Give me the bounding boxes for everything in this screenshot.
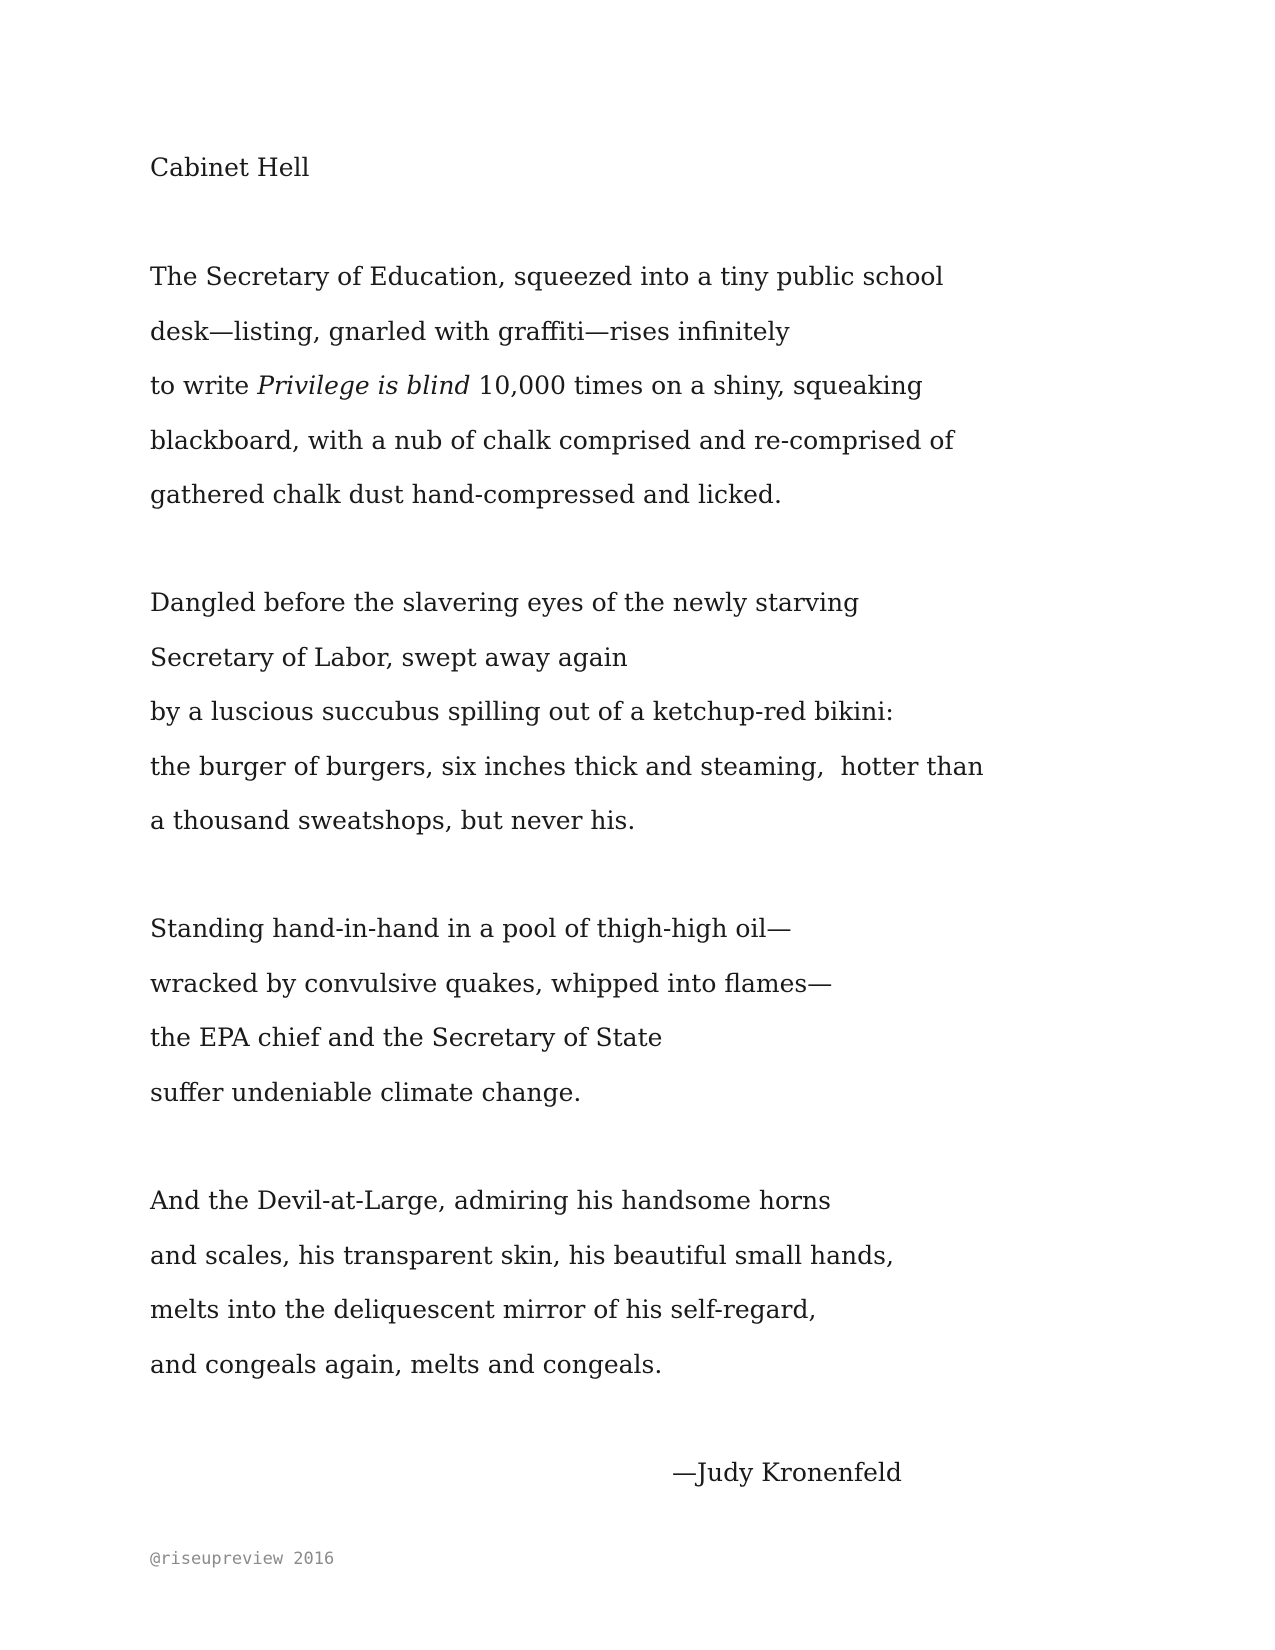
- poem-line-segment: to write: [150, 371, 258, 400]
- poem-author: —Judy Kronenfeld: [672, 1458, 902, 1487]
- poem-line: and scales, his transparent skin, his beautiful small hands,: [150, 1240, 894, 1270]
- poem-line-segment: 10,000 times on a shiny, squeaking: [470, 371, 923, 400]
- poem-line: The Secretary of Education, squeezed into a tiny public school: [150, 262, 944, 291]
- italic-phrase: Privilege is blind: [257, 371, 471, 400]
- poem-line: Dangled before the slavering eyes of the newly starving: [150, 588, 860, 617]
- poem-title: Cabinet Hell: [150, 153, 310, 182]
- poem-line: by a luscious succubus spilling out of a ketchup-red bikini:: [150, 697, 894, 726]
- poem-line: Standing hand-in-hand in a pool of thigh-high oil—: [150, 914, 792, 943]
- stanza-2: [150, 585, 984, 858]
- poem-line: melts into the deliquescent mirror of his self-regard,: [150, 1295, 817, 1324]
- poem-line: [150, 368, 954, 423]
- poem-line: Secretary of Labor, swept away again: [150, 642, 628, 672]
- poem-line: the EPA chief and the Secretary of State: [150, 1023, 663, 1052]
- stanza-4: [150, 1183, 894, 1401]
- poem-line: gathered chalk dust hand-compressed and licked.: [150, 480, 782, 509]
- copyright-footer: @riseupreview 2016: [150, 1549, 335, 1569]
- poem-line: blackboard, with a nub of chalk comprised and re-comprised of: [150, 425, 954, 455]
- poem-line: wracked by convulsive quakes, whipped into flames—: [150, 968, 833, 998]
- poem-line: a thousand sweatshops, but never his.: [150, 806, 636, 835]
- poem-line: desk—listing, gnarled with graffiti—rises infinitely: [150, 316, 790, 346]
- stanza-3: [150, 911, 832, 1129]
- poem-line: And the Devil-at-Large, admiring his handsome horns: [150, 1186, 831, 1215]
- stanza-1: [150, 259, 954, 532]
- poem-line: suffer undeniable climate change.: [150, 1077, 582, 1107]
- poem-line: the burger of burgers, six inches thick and steaming, hotter than: [150, 751, 984, 781]
- poem-line: and congeals again, melts and congeals.: [150, 1349, 663, 1379]
